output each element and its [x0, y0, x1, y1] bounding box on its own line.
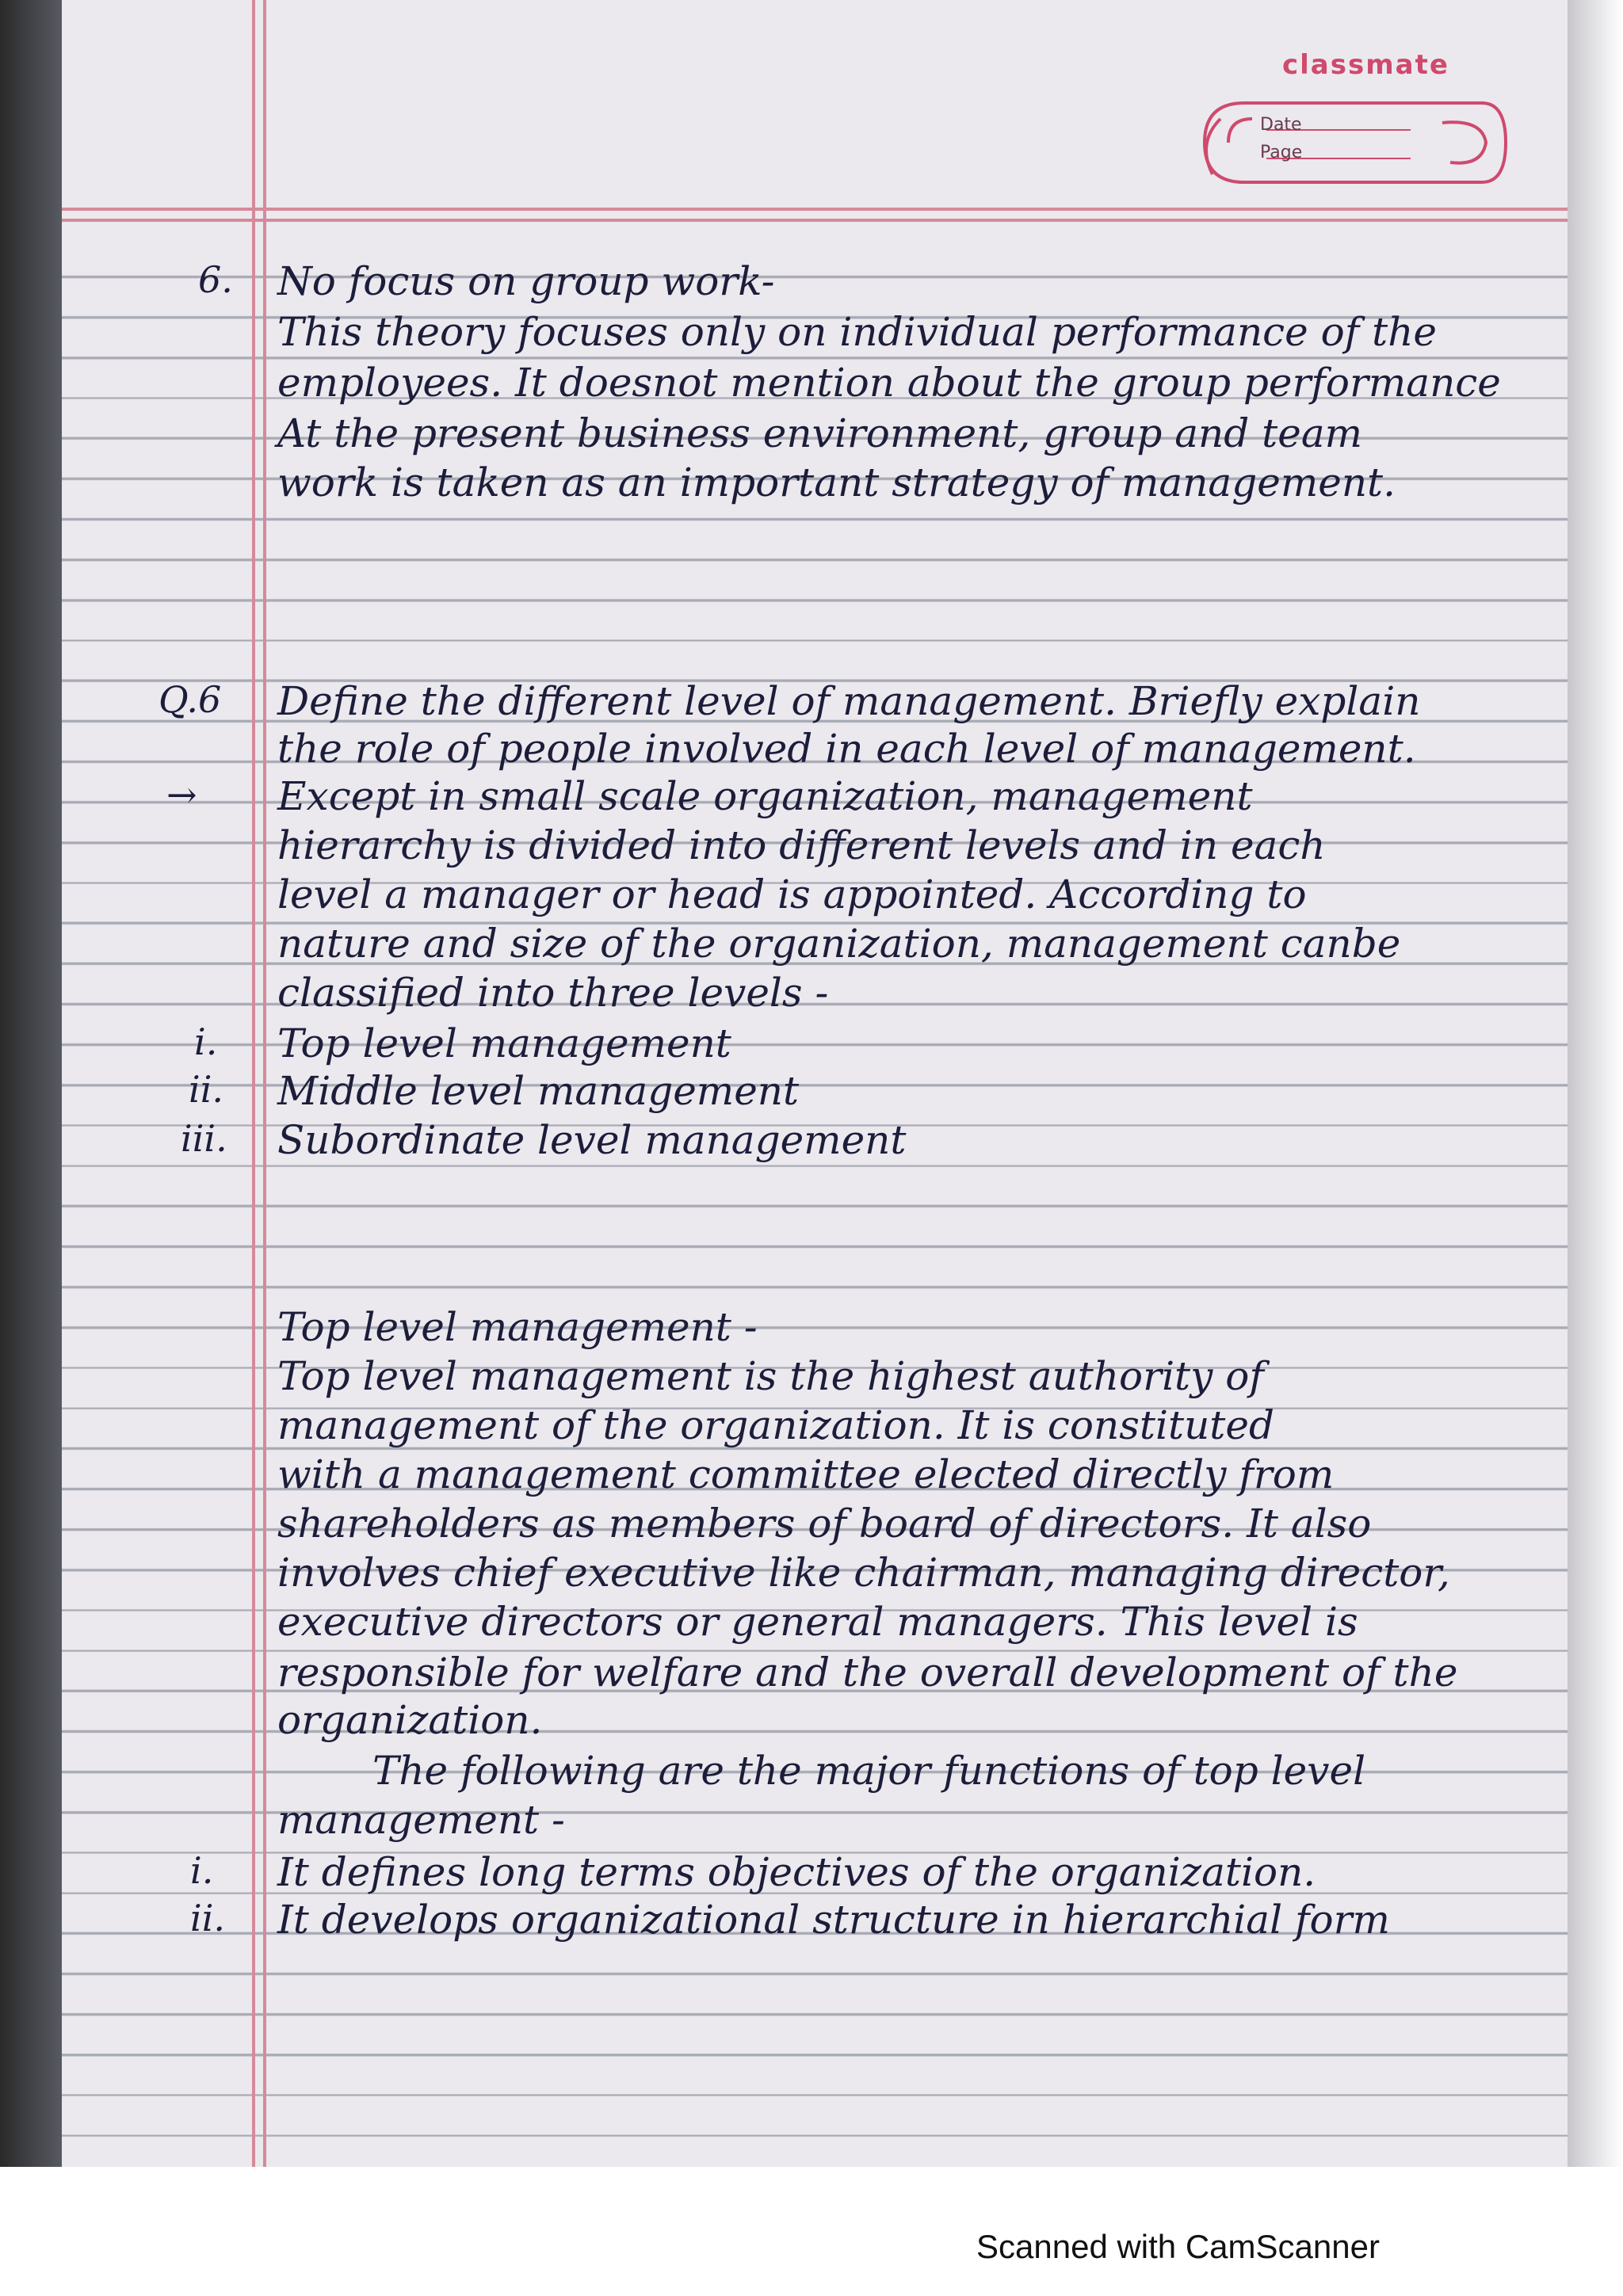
- handwritten-line: At the present business environment, group and team: [277, 410, 1363, 456]
- handwritten-line: Top level management: [277, 1020, 731, 1066]
- handwritten-line: No focus on group work-: [277, 258, 775, 304]
- handwritten-line: classified into three levels -: [277, 970, 829, 1016]
- handwritten-line: level a manager or head is appointed. According to: [277, 871, 1307, 917]
- page-label: Page: [1260, 143, 1303, 162]
- handwritten-line: involves chief executive like chairman, managing director,: [277, 1550, 1450, 1596]
- date-label: Date: [1260, 115, 1302, 135]
- page-left-shadow: [0, 0, 62, 2167]
- item-number: i.: [194, 1020, 218, 1063]
- handwritten-line: This theory focuses only on individual performance of the: [277, 309, 1438, 355]
- scanner-watermark: Scanned with CamScanner: [976, 2228, 1380, 2265]
- item-number: ii.: [189, 1068, 224, 1111]
- handwritten-line: Subordinate level management: [277, 1117, 907, 1163]
- classmate-stamp-icon: [1181, 87, 1514, 198]
- handwritten-line: Middle level management: [277, 1068, 800, 1114]
- handwritten-line: responsible for welfare and the overall development of the: [277, 1650, 1458, 1695]
- handwritten-line: management -: [277, 1797, 565, 1843]
- handwritten-line: Except in small scale organization, management: [277, 773, 1253, 819]
- item-number: 6.: [198, 258, 233, 301]
- handwritten-line: nature and size of the organization, management canbe: [277, 921, 1401, 967]
- handwritten-line: the role of people involved in each level of management.: [277, 726, 1416, 772]
- item-number: →: [166, 773, 197, 816]
- handwritten-line: It defines long terms objectives of the organization.: [277, 1849, 1316, 1895]
- handwritten-line: work is taken as an important strategy of management.: [277, 460, 1396, 505]
- handwritten-line: management of the organization. It is constituted: [277, 1402, 1274, 1448]
- handwritten-line: hierarchy is divided into different levels and in each: [277, 822, 1326, 868]
- left-margin-line: [252, 0, 255, 2167]
- handwritten-line: organization.: [277, 1697, 543, 1743]
- brand-logo: classmate: [1282, 49, 1449, 81]
- handwritten-line: Top level management is the highest authority of: [277, 1353, 1264, 1399]
- handwritten-line: employees. It doesnot mention about the group performance: [277, 360, 1501, 406]
- handwritten-line: executive directors or general managers. This level is: [277, 1599, 1358, 1645]
- item-number: ii.: [190, 1897, 226, 1939]
- page-right-edge: [1568, 0, 1623, 2167]
- handwritten-line: shareholders as members of board of directors. It also: [277, 1501, 1372, 1547]
- left-margin-line-2: [263, 0, 266, 2167]
- handwritten-line: The following are the major functions of top level: [372, 1748, 1366, 1794]
- item-number: i.: [190, 1849, 214, 1892]
- handwritten-line: with a management committee elected directly from: [277, 1451, 1335, 1497]
- handwritten-line: Top level management -: [277, 1304, 758, 1350]
- handwritten-line: It develops organizational structure in hierarchial form: [277, 1897, 1390, 1943]
- item-number: iii.: [181, 1117, 227, 1160]
- top-margin-line: [62, 208, 1568, 211]
- top-margin-line-2: [62, 219, 1568, 222]
- item-number: Q.6: [158, 678, 222, 721]
- handwritten-line: Define the different level of management. Briefly explain: [277, 678, 1421, 724]
